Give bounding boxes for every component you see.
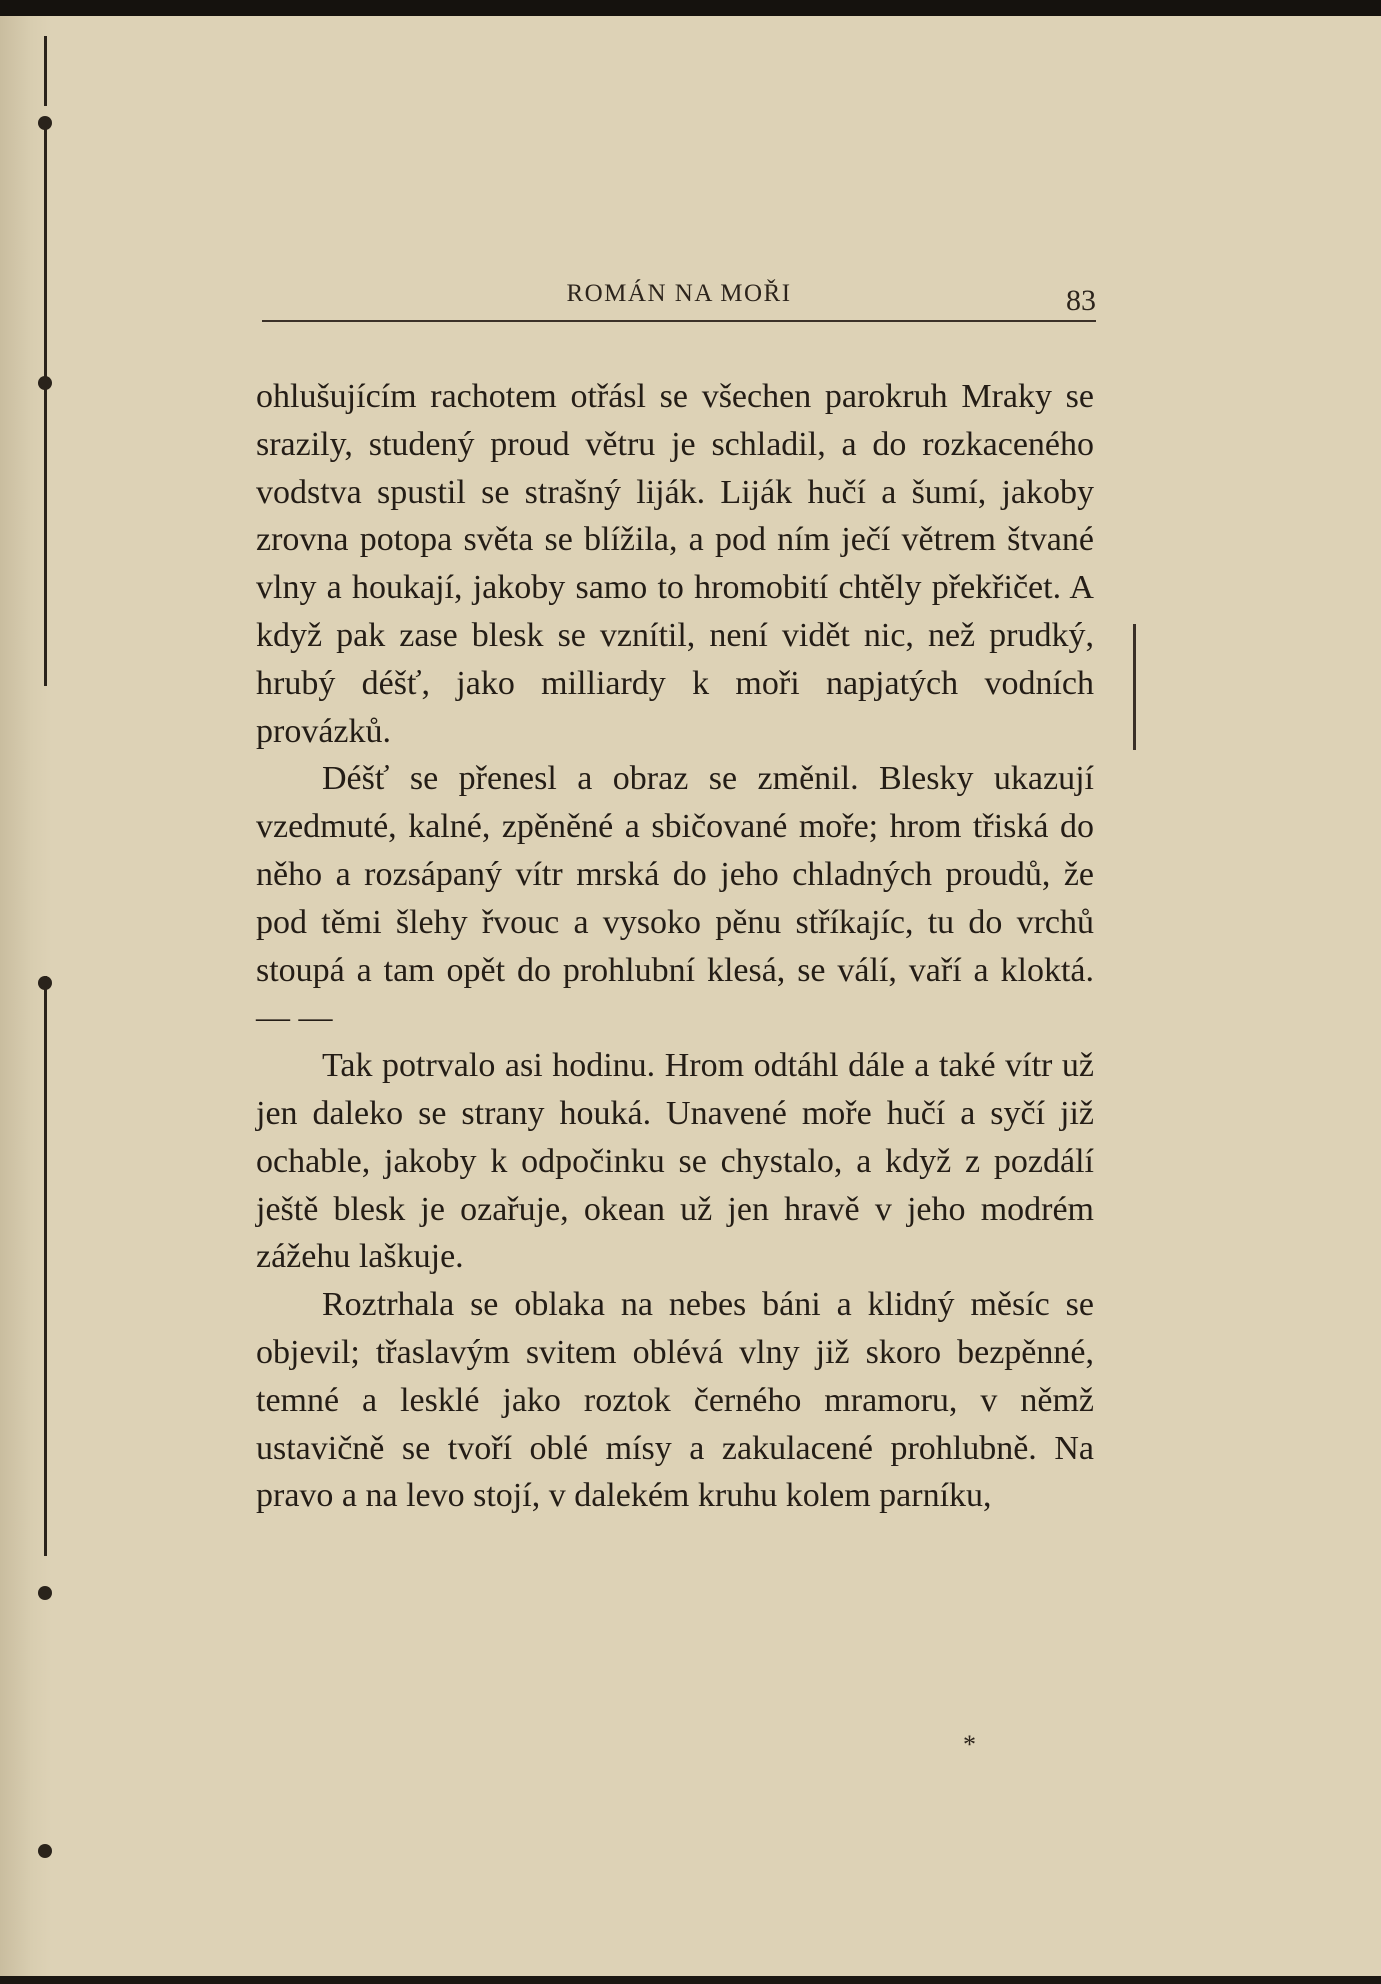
paragraph-1: ohlušujícím rachotem otřásl se všechen parokruh Mraky se srazily, studený proud větru je schladil, a do rozkaceného vodstva spustil se strašný liják. Liják hučí a šumí, jakoby zrovna potopa světa se blížila, a pod ním ječí větrem štvané vlny a houkají, jakoby samo to hromobití chtěly překřičet. A když pak zase blesk se vznítil, není vidět nic, než prudký, hrubý déšť, jako milliardy k moři napjatých vodních provázků. (256, 378, 1094, 750)
paragraph-4: Roztrhala se oblaka na nebes báni a klidný měsíc se objevil; třaslavým svitem oblévá vlny již skoro bezpěnné, temné a lesklé jako roztok černého mramoru, v němž ustavičně se tvoří oblé mísy a zakulacené prohlubně. Na pravo a na levo stojí, v dalekém kruhu kolem parníku, (256, 1286, 1094, 1515)
page-number: 83 (1066, 284, 1096, 317)
paragraph-3: Tak potrvalo asi hodinu. Hrom odtáhl dále a také vítr už jen daleko se strany houká. Unavené moře hučí a syčí již ochable, jakoby k odpočinku se chystalo, a když z pozdálí ještě blesk je ozařuje, okean už jen hravě v jeho modrém zážehu laškuje. (256, 1047, 1094, 1276)
running-title: ROMÁN NA MOŘI (566, 280, 792, 307)
signature-mark: * (963, 1730, 976, 1759)
paragraph-2: Déšť se přenesl a obraz se změnil. Blesky ukazují vzedmuté, kalné, zpěněné a sbičované moře; hrom třiská do něho a rozsápaný vítr mrská do jeho chladných proudů, že pod těmi šlehy řvouc a vysoko pěnu stříkajíc, tu do vrchů stoupá a tam opět do prohlubní klesá, se válí, vaří a kloktá. — — (256, 760, 1094, 1037)
header-rule (262, 320, 1096, 322)
running-head (262, 272, 1096, 318)
scan-border-bottom (0, 1976, 1381, 1984)
margin-bracket (1133, 624, 1136, 750)
body-text (256, 373, 1094, 1520)
